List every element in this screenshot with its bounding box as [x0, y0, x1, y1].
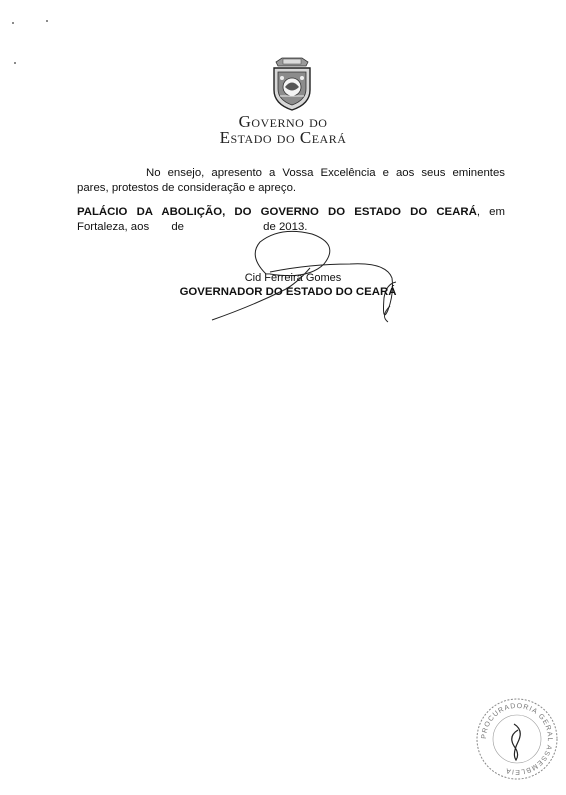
signatory-title: GOVERNADOR DO ESTADO DO CEARÁ: [179, 286, 397, 298]
closing-line-2: pares, protestos de consideração e apreço.: [77, 182, 297, 194]
closing-line-1: No ensejo, apresento a Vossa Excelência e aos seus eminentes: [146, 167, 505, 179]
svg-text:PROCURADORIA GERAL ASSEMBLEIA: [481, 703, 553, 775]
scan-speck: [46, 20, 48, 22]
palace-name: PALÁCIO DA ABOLIÇÃO, DO GOVERNO DO ESTADO DO CEARÁ: [77, 206, 477, 218]
closing-paragraph: [77, 166, 505, 196]
official-stamp-icon: [474, 696, 560, 782]
header-governo: GOVERNO DO: [238, 112, 328, 131]
scan-speck: [12, 22, 14, 24]
date-line: Fortaleza, aos de de 2013.: [77, 221, 308, 233]
ceara-coat-of-arms-icon: [268, 56, 316, 112]
scan-speck: [14, 62, 16, 64]
place-line: PALÁCIO DA ABOLIÇÃO, DO GOVERNO DO ESTADO DO CEARÁ, em: [77, 206, 505, 218]
header-estado-ceara: ESTADO DO CEARÁ: [219, 128, 347, 147]
signatory-name: Cid Ferreira Gomes: [244, 272, 342, 284]
stamp-text: PROCURADORIA GERAL ASSEMBLEIA: [480, 702, 554, 776]
